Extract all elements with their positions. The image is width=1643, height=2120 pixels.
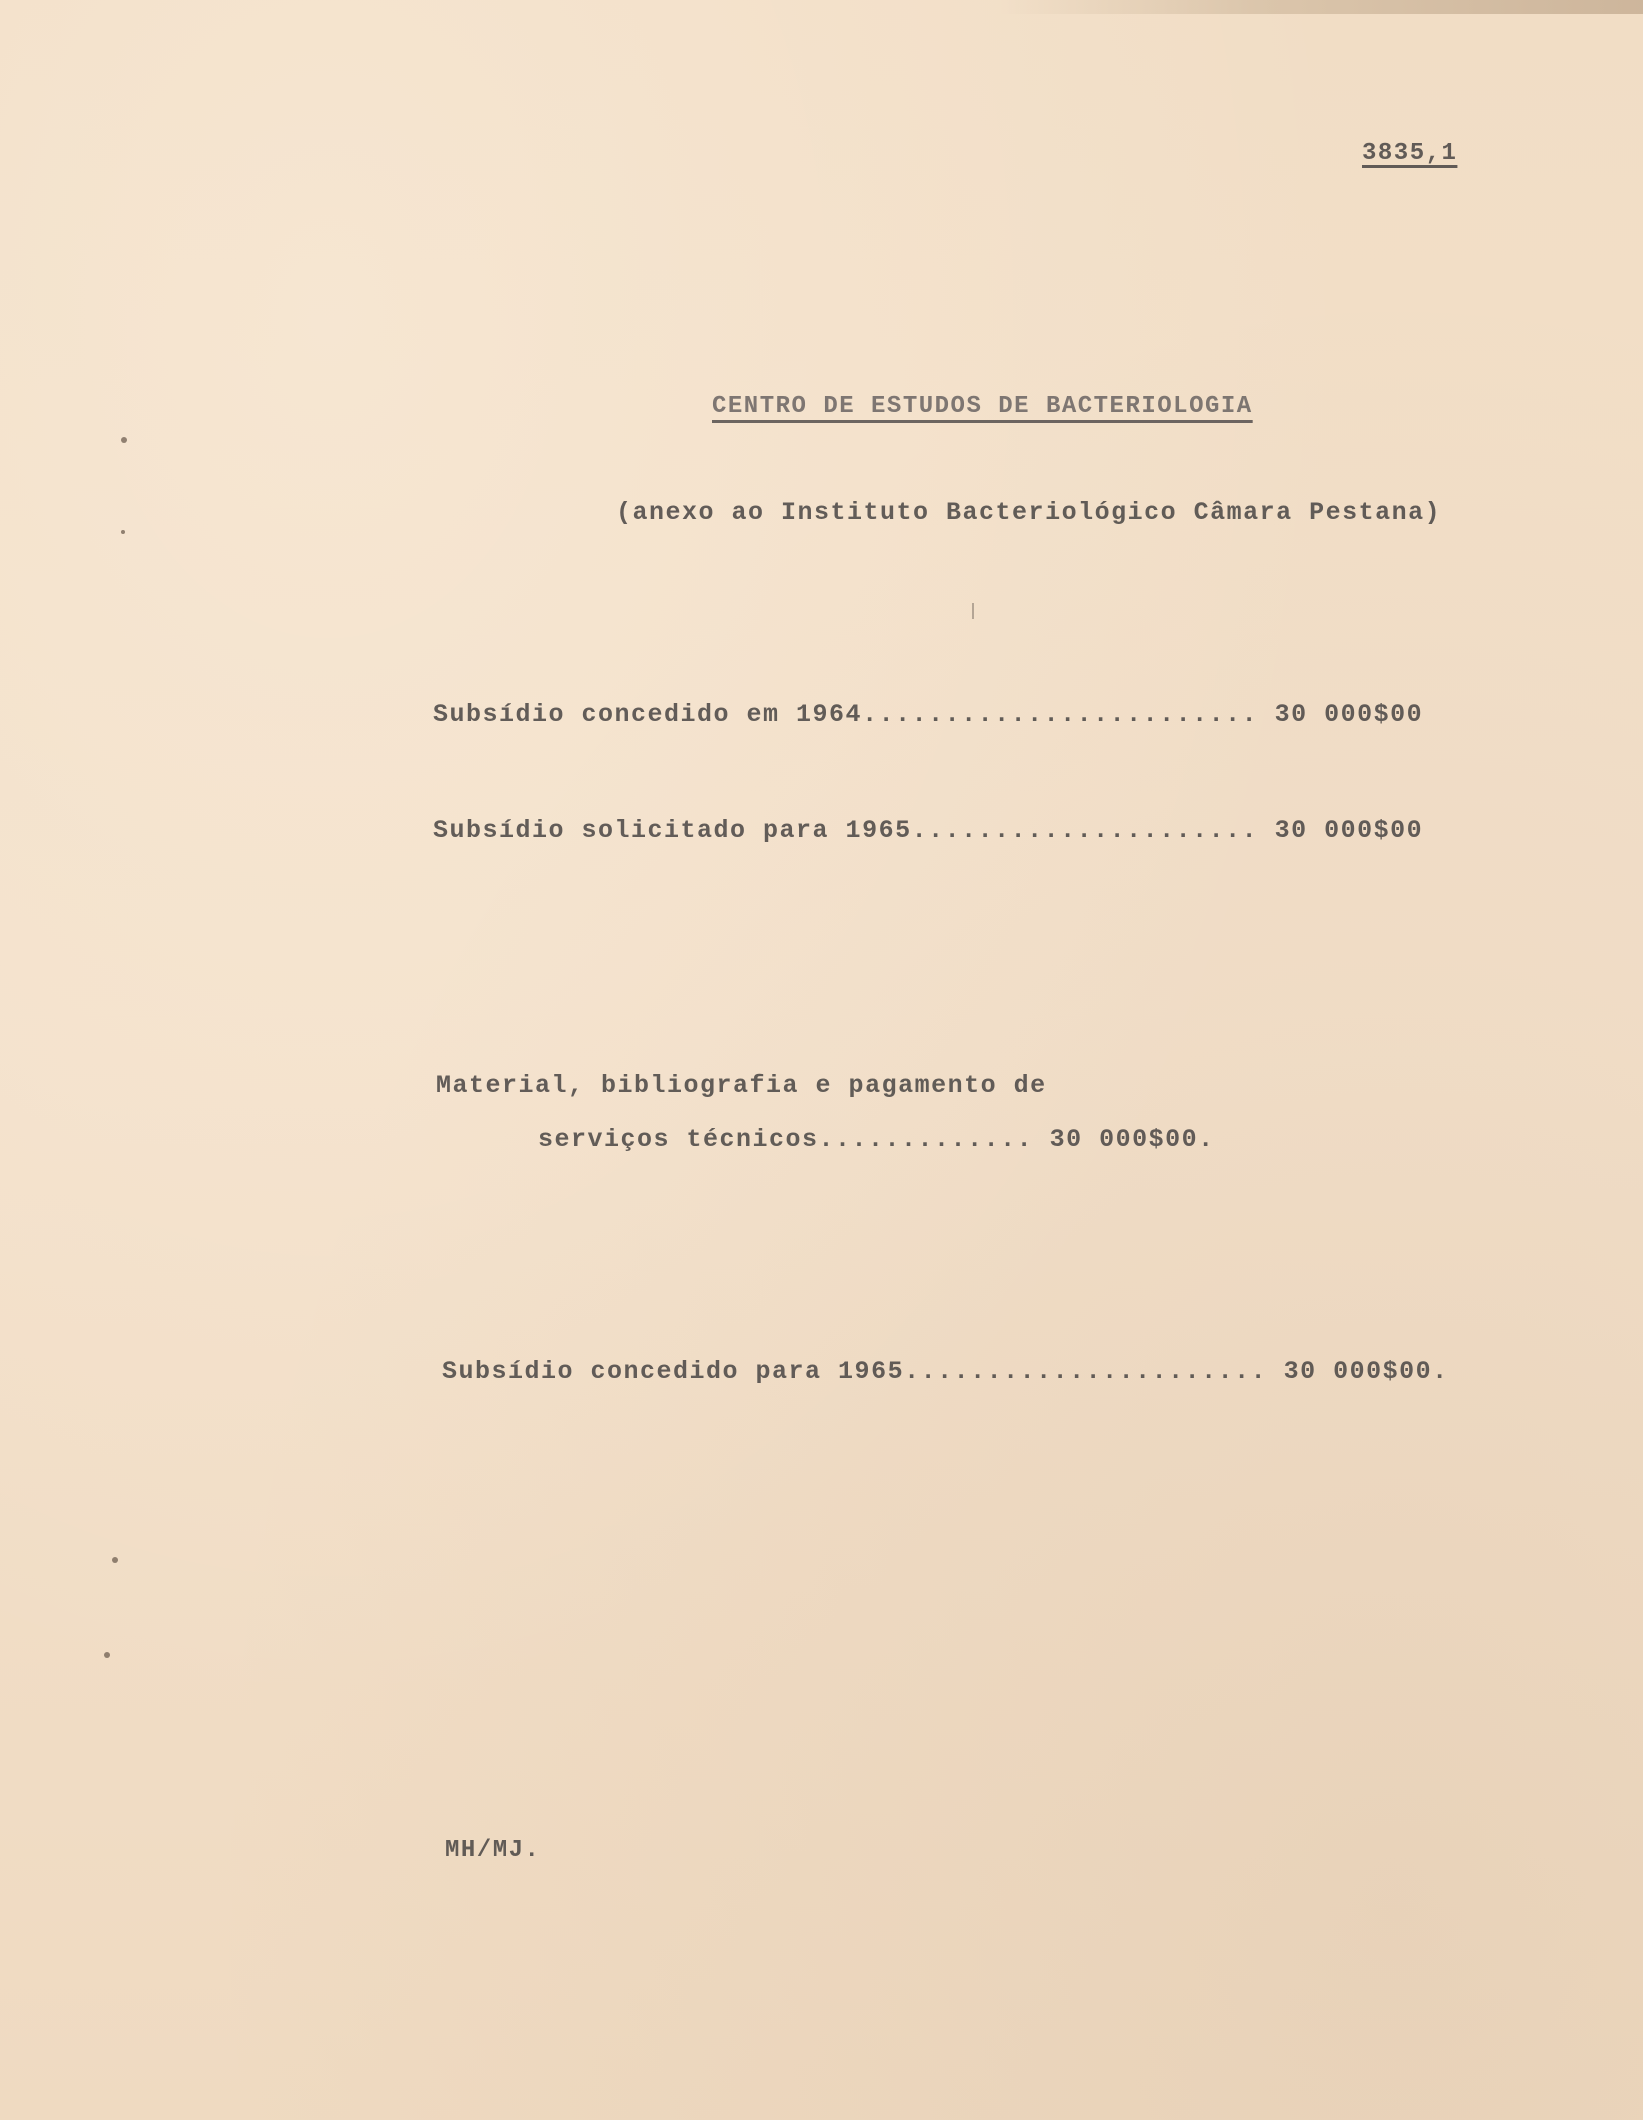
subsidy-granted-1965-line: Subsídio concedido para 1965...................... 30 000$00. [442, 1357, 1449, 1386]
document-number: 3835,1 [1362, 140, 1458, 167]
document-subtitle: (anexo ao Instituto Bacteriológico Câmara Pestana) [616, 498, 1442, 527]
paper-speck [112, 1557, 118, 1563]
paper-mark [972, 603, 974, 619]
document-title: CENTRO DE ESTUDOS DE BACTERIOLOGIA [712, 393, 1253, 420]
paper-speck [104, 1652, 110, 1658]
paper-speck [121, 437, 127, 443]
subsidy-requested-1965-line: Subsídio solicitado para 1965..................... 30 000$00 [433, 816, 1424, 845]
material-line-1: Material, bibliografia e pagamento de [436, 1071, 1047, 1100]
subsidy-granted-1964-line: Subsídio concedido em 1964........................ 30 000$00 [433, 700, 1424, 729]
typist-initials: MH/MJ. [445, 1837, 541, 1864]
material-line-2: serviços técnicos............. 30 000$00. [538, 1125, 1215, 1154]
paper-edge-shadow [1000, 0, 1643, 14]
paper-speck [121, 530, 125, 534]
